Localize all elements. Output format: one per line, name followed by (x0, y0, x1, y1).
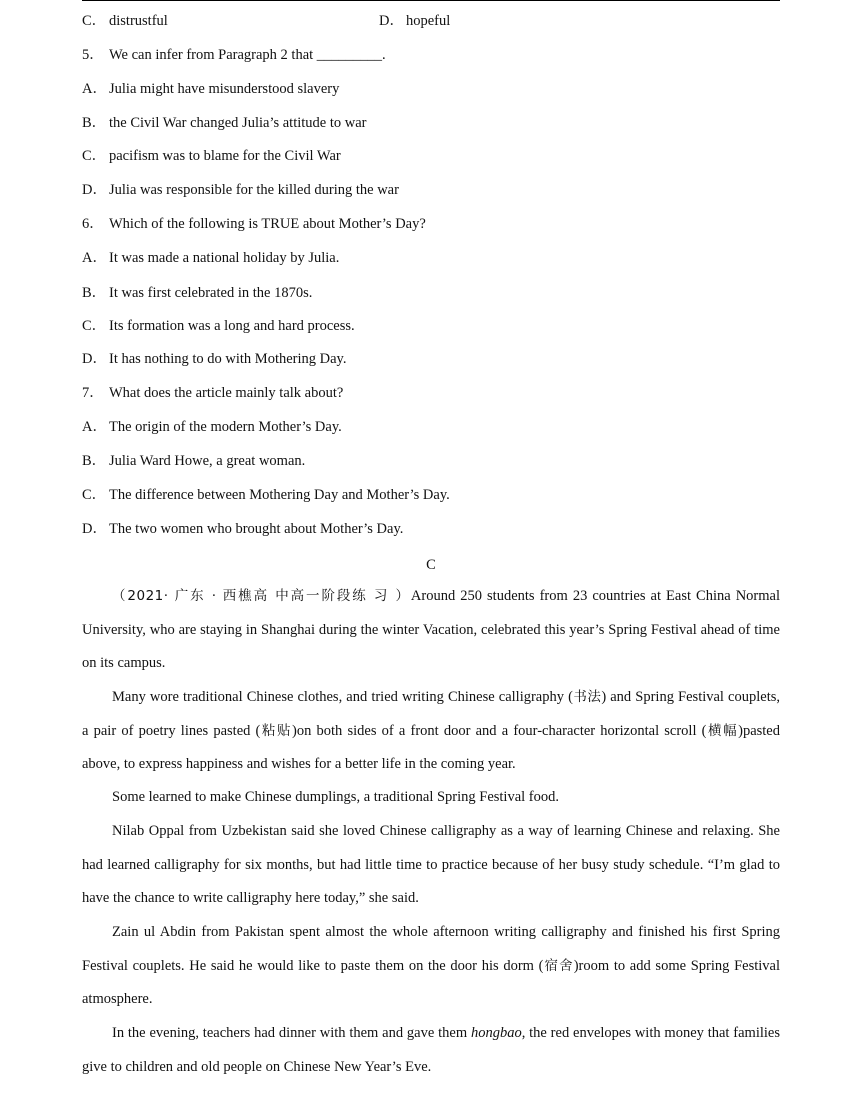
passage-paragraph-1 (82, 580, 780, 681)
option-text: the Civil War changed Julia’s attitude to war (109, 115, 367, 131)
paragraph-text: Many wore traditional Chinese clothes, and tried writing Chinese calligraphy ( (112, 689, 573, 705)
question-number: 6． (82, 216, 104, 232)
q4-option-d (379, 12, 450, 30)
option-text: Julia was responsible for the killed during the war (109, 182, 399, 198)
option-text: It was made a national holiday by Julia. (109, 250, 340, 266)
option-label: B． (82, 115, 107, 131)
option-text: The difference between Mothering Day and Mother’s Day. (109, 487, 450, 503)
question-7-option-a (82, 418, 342, 436)
gloss-text: 宿舍 (543, 957, 574, 974)
paragraph-text: In the evening, teachers had dinner with them and gave them (112, 1025, 471, 1041)
question-text: What does the article mainly talk about? (109, 385, 344, 401)
question-6-option-c (82, 317, 355, 335)
question-5-option-a (82, 80, 339, 98)
paragraph-text: ) and Spring Festival couplets, a pair of poetry lines pasted ( (82, 689, 780, 739)
option-label: A． (82, 81, 107, 97)
option-label: D． (82, 351, 107, 367)
question-7-stem (82, 384, 343, 402)
passage-paragraph-6 (82, 1017, 780, 1084)
question-6-stem (82, 215, 426, 233)
paragraph-text: )room to add some Spring Festival atmosphere. (82, 957, 781, 1007)
paragraph-text: , the red envelopes with money that families give to children and old people on Chinese New Year’s Eve. (82, 1025, 780, 1075)
question-5-option-b (82, 114, 367, 132)
option-label: A． (82, 250, 107, 266)
option-label: C． (82, 13, 107, 29)
option-label: B． (82, 285, 107, 301)
option-text: It has nothing to do with Mothering Day. (109, 351, 347, 367)
section-heading: C (426, 557, 436, 573)
option-label: C． (82, 318, 107, 334)
q4-option-c (82, 12, 168, 30)
question-5-stem (82, 46, 386, 64)
passage-paragraph-3: Some learned to make Chinese dumplings, a traditional Spring Festival food. (112, 789, 560, 805)
option-label: D． (82, 521, 107, 537)
option-label: A． (82, 419, 107, 435)
question-7-option-d (82, 520, 403, 538)
paragraph-text: )on both sides of a front door and a four-character horizontal scroll ( (292, 722, 707, 739)
option-label: D． (82, 182, 107, 198)
question-text: We can infer from Paragraph 2 that _________. (109, 47, 386, 63)
option-text: The origin of the modern Mother’s Day. (109, 419, 342, 435)
question-6-option-b (82, 284, 312, 302)
passage-paragraph-2 (82, 681, 780, 782)
question-6-option-d (82, 350, 346, 368)
gloss-text: 横幅 (706, 722, 739, 739)
gloss-text: 书法 (572, 689, 602, 705)
option-label: C． (82, 148, 107, 164)
option-text: Julia might have misunderstood slavery (109, 81, 340, 97)
paragraph-text: )pasted above, to express happiness and wishes for a better life in the coming year. (82, 722, 780, 772)
option-text: Its formation was a long and hard process. (109, 318, 355, 334)
passage-paragraph-5 (82, 916, 780, 1017)
option-text: pacifism was to blame for the Civil War (109, 148, 341, 164)
option-text: It was first celebrated in the 1870s. (109, 285, 313, 301)
question-text: Which of the following is TRUE about Mother’s Day? (109, 216, 426, 232)
question-5-option-d (82, 181, 399, 199)
source-note: （2021· 广东 · 西樵高 中高一阶段练 习 ） (112, 588, 411, 604)
option-label: D． (379, 13, 404, 29)
paragraph-text: Zain ul Abdin from Pakistan spent almost the whole afternoon writing calligraphy and finished his first Spring Festival couplets. He said he would like to paste them on the door his dorm ( (82, 924, 780, 974)
option-text: distrustful (109, 13, 168, 29)
option-label: C． (82, 487, 107, 503)
question-number: 7． (82, 385, 104, 401)
paragraph-text: Around 250 students from 23 countries at East China Normal University, who are staying in Shanghai during the winter Vacation, celebrated this year’s Spring Festival ahead of time on its campus. (82, 588, 780, 671)
passage-paragraph-4: Nilab Oppal from Uzbekistan said she loved Chinese calligraphy as a way of learning Chinese and relaxing. She had learned calligraphy for six months, but had little time to practice because of her busy study schedule. “I’m glad to have the chance to write calligraphy here today,” she said. (82, 823, 780, 906)
top-rule (82, 0, 780, 1)
question-number: 5． (82, 47, 104, 63)
question-5-option-c (82, 147, 341, 165)
option-text: The two women who brought about Mother’s Day. (109, 521, 404, 537)
emphasis-term: hongbao (470, 1025, 522, 1041)
gloss-text: 粘贴 (260, 722, 293, 739)
question-7-option-c (82, 486, 450, 504)
question-6-option-a (82, 249, 339, 267)
option-text: hopeful (406, 13, 451, 29)
option-label: B． (82, 453, 107, 469)
question-7-option-b (82, 452, 305, 470)
option-text: Julia Ward Howe, a great woman. (109, 453, 306, 469)
